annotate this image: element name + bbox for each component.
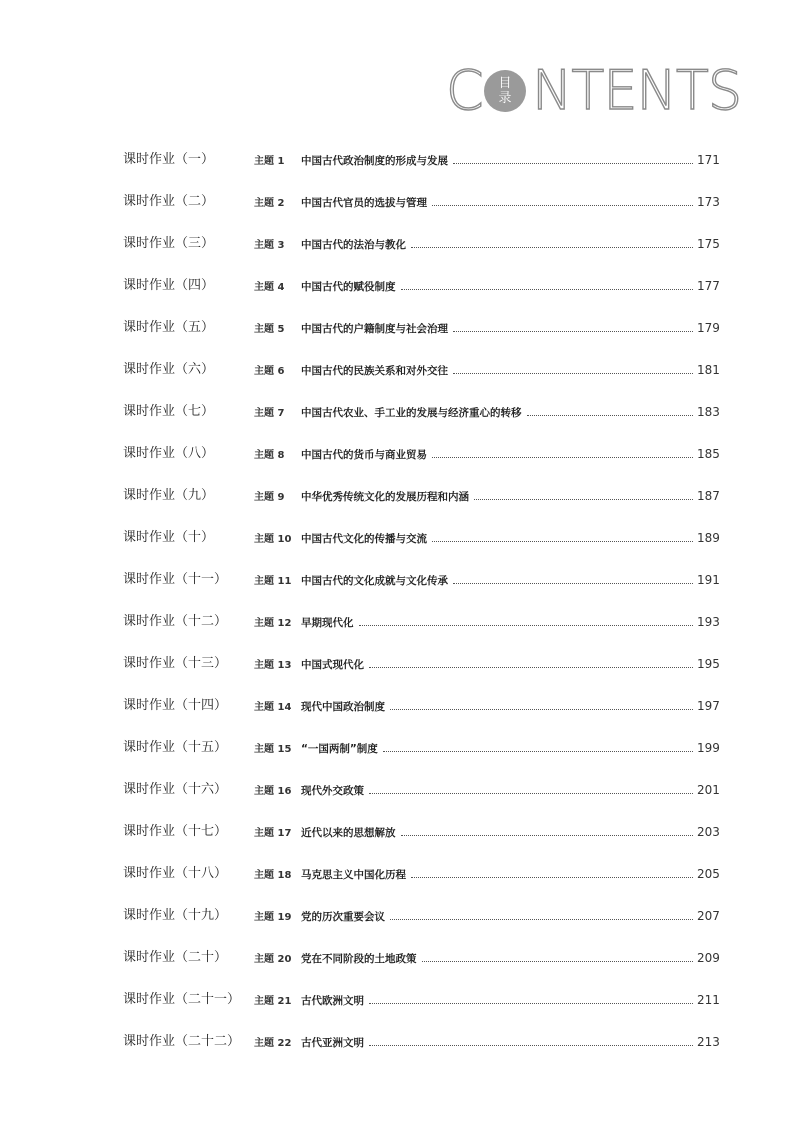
topic-title: 中国古代的户籍制度与社会治理 bbox=[301, 323, 448, 335]
topic-title: 党的历次重要会议 bbox=[301, 911, 385, 923]
page-number: 197 bbox=[697, 699, 720, 713]
lesson-label: 课时作业（十六） bbox=[123, 781, 228, 796]
dot-leader bbox=[453, 582, 693, 584]
page-number: 203 bbox=[697, 825, 720, 839]
toc-entry[interactable] bbox=[123, 234, 719, 276]
dot-leader bbox=[474, 498, 693, 500]
page-number: 193 bbox=[697, 615, 720, 629]
topic-number: 主题 22 bbox=[254, 1038, 292, 1049]
toc-entry[interactable] bbox=[123, 948, 719, 990]
contents-badge bbox=[484, 70, 526, 112]
toc-line bbox=[254, 362, 719, 380]
toc-entry[interactable] bbox=[123, 906, 719, 948]
dot-leader bbox=[432, 540, 693, 542]
contents-heading-rest: NTENTS bbox=[532, 59, 742, 122]
toc-entry[interactable] bbox=[123, 864, 719, 906]
toc-entry[interactable] bbox=[123, 1032, 719, 1074]
lesson-label: 课时作业（四） bbox=[123, 277, 215, 292]
toc-entry[interactable] bbox=[123, 402, 719, 444]
topic-number: 主题 12 bbox=[254, 618, 292, 629]
toc-entry[interactable] bbox=[123, 192, 719, 234]
toc-line bbox=[254, 824, 719, 842]
topic-number: 主题 6 bbox=[254, 366, 285, 377]
page-number: 207 bbox=[697, 909, 720, 923]
topic-number: 主题 2 bbox=[254, 198, 285, 209]
dot-leader bbox=[383, 750, 693, 752]
toc-entry[interactable] bbox=[123, 990, 719, 1032]
toc-entry[interactable] bbox=[123, 612, 719, 654]
topic-title: 中国古代的文化成就与文化传承 bbox=[301, 575, 448, 587]
page-number: 171 bbox=[697, 153, 720, 167]
lesson-label: 课时作业（五） bbox=[123, 319, 215, 334]
toc-line bbox=[254, 194, 719, 212]
dot-leader bbox=[369, 792, 693, 794]
lesson-label: 课时作业（十二） bbox=[123, 613, 228, 628]
badge-char-1: 目 bbox=[498, 76, 512, 91]
toc-entry[interactable] bbox=[123, 360, 719, 402]
topic-number: 主题 18 bbox=[254, 870, 292, 881]
topic-title: 古代欧洲文明 bbox=[301, 995, 364, 1007]
lesson-label: 课时作业（十一） bbox=[123, 571, 228, 586]
dot-leader bbox=[401, 288, 694, 290]
toc-line bbox=[254, 404, 719, 422]
topic-title: 近代以来的思想解放 bbox=[301, 827, 396, 839]
lesson-label: 课时作业（三） bbox=[123, 235, 215, 250]
topic-title: “一国两制”制度 bbox=[301, 743, 378, 755]
lesson-label: 课时作业（七） bbox=[123, 403, 215, 418]
toc-entry[interactable] bbox=[123, 696, 719, 738]
topic-number: 主题 3 bbox=[254, 240, 285, 251]
toc-line bbox=[254, 530, 719, 548]
topic-number: 主题 16 bbox=[254, 786, 292, 797]
toc-line bbox=[254, 488, 719, 506]
page-number: 175 bbox=[697, 237, 720, 251]
toc-line bbox=[254, 908, 719, 926]
page-number: 173 bbox=[697, 195, 720, 209]
lesson-label: 课时作业（十九） bbox=[123, 907, 228, 922]
lesson-label: 课时作业（二十一） bbox=[123, 991, 241, 1006]
dot-leader bbox=[401, 834, 694, 836]
toc-entry[interactable] bbox=[123, 780, 719, 822]
topic-number: 主题 19 bbox=[254, 912, 292, 923]
lesson-label: 课时作业（十七） bbox=[123, 823, 228, 838]
page-number: 179 bbox=[697, 321, 720, 335]
topic-number: 主题 15 bbox=[254, 744, 292, 755]
topic-title: 中国古代政治制度的形成与发展 bbox=[301, 155, 448, 167]
toc-entry[interactable] bbox=[123, 444, 719, 486]
topic-number: 主题 14 bbox=[254, 702, 292, 713]
topic-title: 现代中国政治制度 bbox=[301, 701, 385, 713]
toc-line bbox=[254, 698, 719, 716]
dot-leader bbox=[390, 708, 693, 710]
page-number: 205 bbox=[697, 867, 720, 881]
page-number: 201 bbox=[697, 783, 720, 797]
page-number: 211 bbox=[697, 993, 720, 1007]
toc-entry[interactable] bbox=[123, 738, 719, 780]
toc-entry[interactable] bbox=[123, 486, 719, 528]
toc-line bbox=[254, 446, 719, 464]
dot-leader bbox=[453, 372, 693, 374]
toc-entry[interactable] bbox=[123, 654, 719, 696]
topic-number: 主题 20 bbox=[254, 954, 292, 965]
topic-title: 中华优秀传统文化的发展历程和内涵 bbox=[301, 491, 469, 503]
toc-line bbox=[254, 992, 719, 1010]
toc-entry[interactable] bbox=[123, 822, 719, 864]
dot-leader bbox=[453, 330, 693, 332]
dot-leader bbox=[369, 1002, 693, 1004]
toc-line bbox=[254, 950, 719, 968]
topic-title: 古代亚洲文明 bbox=[301, 1037, 364, 1049]
toc-entry[interactable] bbox=[123, 318, 719, 360]
lesson-label: 课时作业（九） bbox=[123, 487, 215, 502]
lesson-label: 课时作业（十） bbox=[123, 529, 215, 544]
topic-number: 主题 7 bbox=[254, 408, 285, 419]
topic-title: 现代外交政策 bbox=[301, 785, 364, 797]
dot-leader bbox=[390, 918, 693, 920]
topic-number: 主题 21 bbox=[254, 996, 292, 1007]
lesson-label: 课时作业（二） bbox=[123, 193, 215, 208]
toc-entry[interactable] bbox=[123, 276, 719, 318]
topic-title: 中国古代的货币与商业贸易 bbox=[301, 449, 427, 461]
dot-leader bbox=[432, 456, 693, 458]
lesson-label: 课时作业（十五） bbox=[123, 739, 228, 754]
topic-number: 主题 8 bbox=[254, 450, 285, 461]
page-number: 191 bbox=[697, 573, 720, 587]
lesson-label: 课时作业（一） bbox=[123, 151, 215, 166]
page-number: 195 bbox=[697, 657, 720, 671]
dot-leader bbox=[422, 960, 694, 962]
topic-title: 早期现代化 bbox=[301, 617, 354, 629]
toc-line bbox=[254, 320, 719, 338]
topic-number: 主题 13 bbox=[254, 660, 292, 671]
lesson-label: 课时作业（二十） bbox=[123, 949, 228, 964]
page-number: 177 bbox=[697, 279, 720, 293]
topic-title: 党在不同阶段的土地政策 bbox=[301, 953, 417, 965]
page-number: 185 bbox=[697, 447, 720, 461]
topic-title: 中国古代文化的传播与交流 bbox=[301, 533, 427, 545]
dot-leader bbox=[411, 876, 693, 878]
toc-entry[interactable] bbox=[123, 528, 719, 570]
dot-leader bbox=[411, 246, 693, 248]
lesson-label: 课时作业（八） bbox=[123, 445, 215, 460]
topic-number: 主题 1 bbox=[254, 156, 285, 167]
toc-line bbox=[254, 782, 719, 800]
toc-line bbox=[254, 866, 719, 884]
lesson-label: 课时作业（十四） bbox=[123, 697, 228, 712]
page-number: 213 bbox=[697, 1035, 720, 1049]
topic-title: 中国古代农业、手工业的发展与经济重心的转移 bbox=[301, 407, 522, 419]
toc-line bbox=[254, 656, 719, 674]
dot-leader bbox=[453, 162, 693, 164]
topic-number: 主题 4 bbox=[254, 282, 285, 293]
toc-line bbox=[254, 614, 719, 632]
toc-line bbox=[254, 278, 719, 296]
toc-line bbox=[254, 572, 719, 590]
topic-number: 主题 11 bbox=[254, 576, 292, 587]
table-of-contents bbox=[123, 150, 719, 1074]
dot-leader bbox=[369, 666, 693, 668]
toc-line bbox=[254, 1034, 719, 1052]
lesson-label: 课时作业（二十二） bbox=[123, 1033, 241, 1048]
page-number: 209 bbox=[697, 951, 720, 965]
dot-leader bbox=[369, 1044, 693, 1046]
topic-title: 中国古代的民族关系和对外交往 bbox=[301, 365, 448, 377]
topic-number: 主题 17 bbox=[254, 828, 292, 839]
topic-title: 马克思主义中国化历程 bbox=[301, 869, 406, 881]
lesson-label: 课时作业（十八） bbox=[123, 865, 228, 880]
toc-entry[interactable] bbox=[123, 150, 719, 192]
badge-char-2: 录 bbox=[498, 91, 512, 106]
page-number: 181 bbox=[697, 363, 720, 377]
lesson-label: 课时作业（六） bbox=[123, 361, 215, 376]
topic-title: 中国式现代化 bbox=[301, 659, 364, 671]
contents-header bbox=[446, 59, 742, 122]
topic-number: 主题 5 bbox=[254, 324, 285, 335]
topic-title: 中国古代官员的选拔与管理 bbox=[301, 197, 427, 209]
dot-leader bbox=[527, 414, 694, 416]
topic-title: 中国古代的法治与教化 bbox=[301, 239, 406, 251]
toc-line bbox=[254, 152, 719, 170]
toc-line bbox=[254, 740, 719, 758]
page-number: 183 bbox=[697, 405, 720, 419]
topic-number: 主题 10 bbox=[254, 534, 292, 545]
lesson-label: 课时作业（十三） bbox=[123, 655, 228, 670]
page-number: 187 bbox=[697, 489, 720, 503]
dot-leader bbox=[432, 204, 693, 206]
topic-number: 主题 9 bbox=[254, 492, 285, 503]
contents-heading-c: C bbox=[446, 59, 484, 122]
page-number: 189 bbox=[697, 531, 720, 545]
toc-line bbox=[254, 236, 719, 254]
dot-leader bbox=[359, 624, 694, 626]
toc-entry[interactable] bbox=[123, 570, 719, 612]
topic-title: 中国古代的赋役制度 bbox=[301, 281, 396, 293]
page-number: 199 bbox=[697, 741, 720, 755]
